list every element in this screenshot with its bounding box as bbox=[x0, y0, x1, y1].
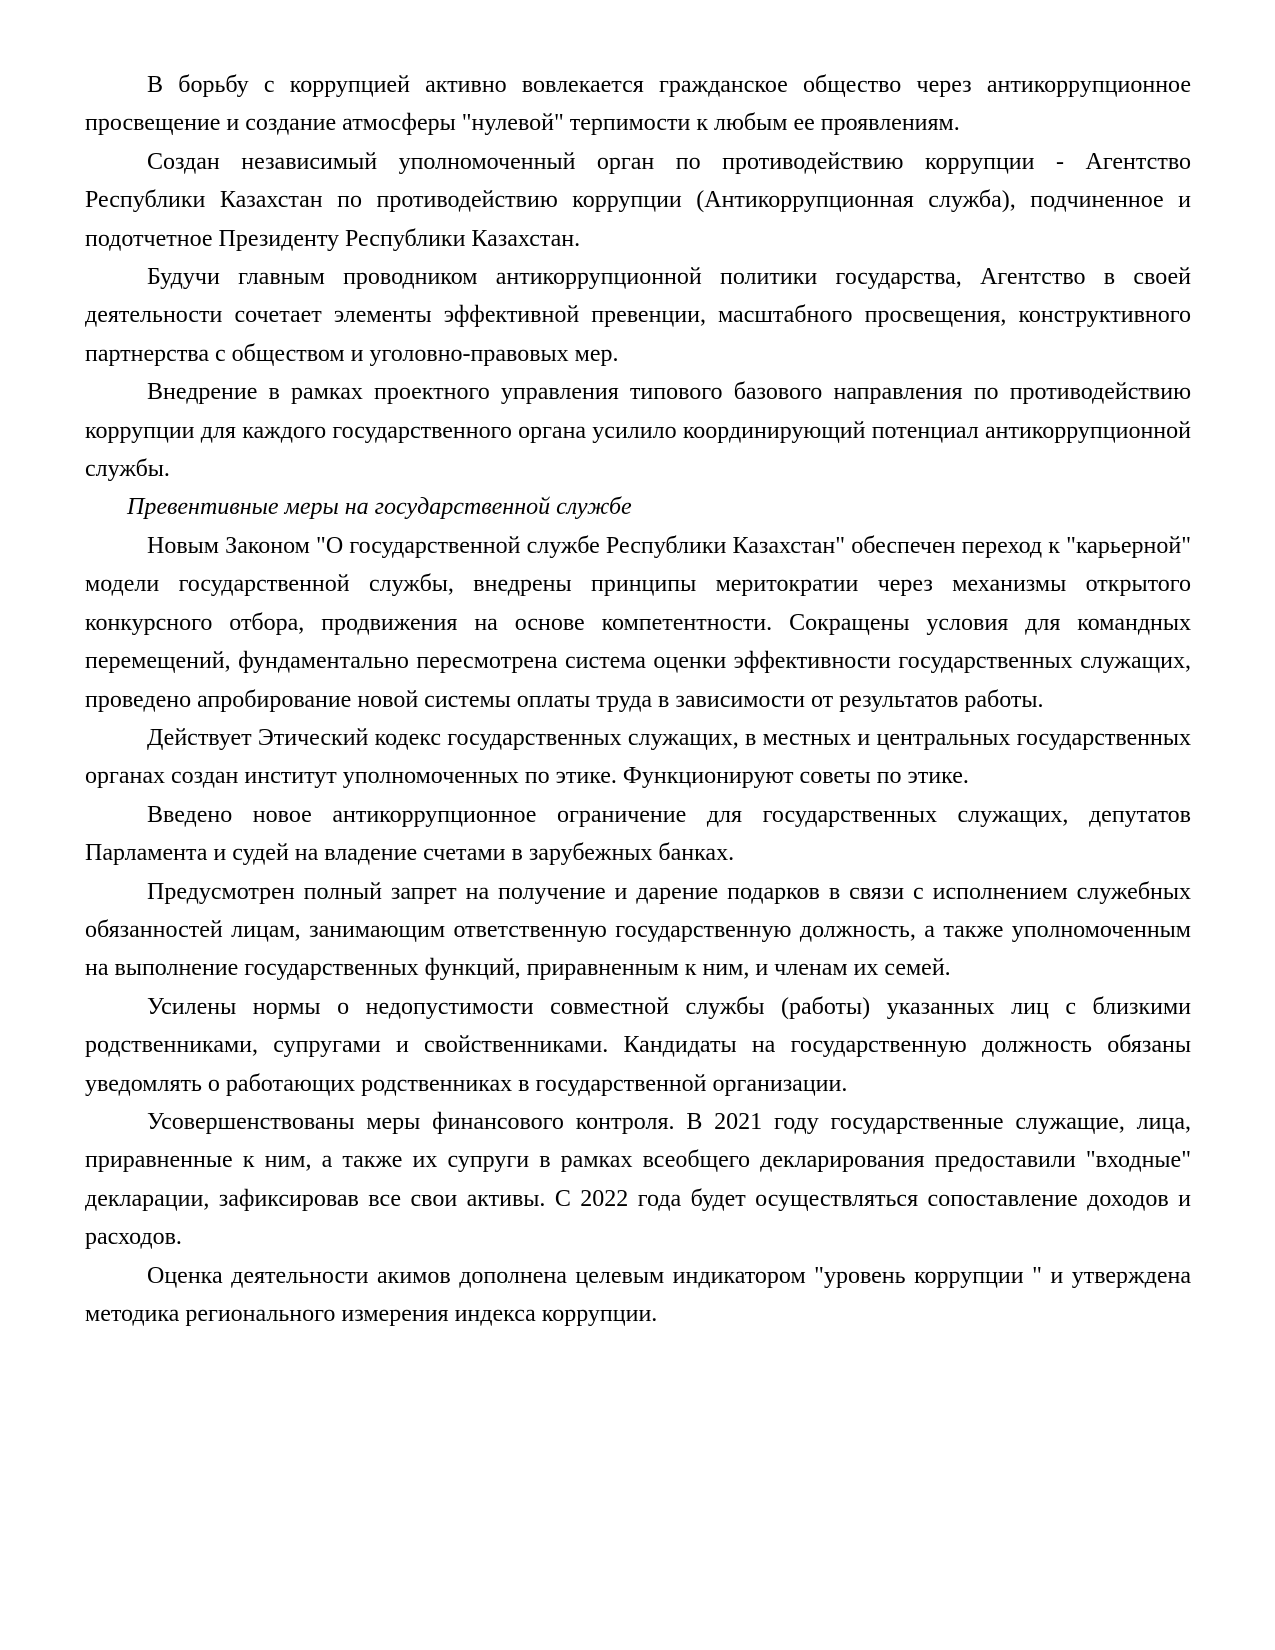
paragraph-gifts-ban: Предусмотрен полный запрет на получение и дарение подарков в связи с исполнением служебных обязанностей лицам, занимающим ответственную государственную должность, а также уполномоченным на выполнение государственных функций, приравненным к ним, и членам их семей. bbox=[85, 878, 1191, 982]
paragraph-project-management: Внедрение в рамках проектного управления типового базового направления по противодействию коррупции для каждого государственного органа усилило координирующий потенциал антикоррупционной службы. bbox=[85, 379, 1191, 483]
paragraph-ethics-code: Действует Этический кодекс государственных служащих, в местных и центральных государственных органах создан институт уполномоченных по этике. Функционируют советы по этике. bbox=[85, 724, 1191, 790]
section-heading-preventive-measures: Превентивные меры на государственной службе bbox=[127, 494, 632, 521]
paragraph-akim-evaluation: Оценка деятельности акимов дополнена целевым индикатором "уровень коррупции " и утверждена методика регионального измерения индекса коррупции. bbox=[85, 1262, 1191, 1327]
paragraph-civil-society: В борьбу с коррупцией активно вовлекается гражданское общество через антикоррупционное просвещение и создание атмосферы "нулевой" терпимости к любым ее проявлениям. bbox=[85, 72, 1191, 137]
paragraph-foreign-accounts-ban: Введено новое антикоррупционное ограничение для государственных служащих, депутатов Парламента и судей на владение счетами в зарубежных банках. bbox=[85, 801, 1191, 867]
paragraph-financial-control: Усовершенствованы меры финансового контроля. В 2021 году государственные служащие, лица, приравненные к ним, а также их супруги в рамках всеобщего декларирования предоставили "входные" декларации, зафиксировав все свои активы. С 2022 года будет осуществляться сопоставление доходов и расходов. bbox=[85, 1108, 1191, 1251]
paragraph-civil-service-law: Новым Законом "О государственной службе Республики Казахстан" обеспечен переход к "карьерной" модели государственной службы, внедрены принципы меритократии через механизмы открытого конкурсного отбора, продвижения на основе компетентности. Сокращены условия для командных перемещений, фундаментально пересмотрена система оценки эффективности государственных служащих, проведено апробирование новой системы оплаты труда в зависимости от результатов работы. bbox=[85, 532, 1191, 713]
paragraph-joint-service-rules: Усилены нормы о недопустимости совместной службы (работы) указанных лиц с близкими родственниками, супругами и свойственниками. Кандидаты на государственную должность обязаны уведомлять о работающих родственниках в государственной организации. bbox=[85, 993, 1191, 1097]
document-text-block bbox=[85, 66, 1191, 1333]
paragraph-agency-created: Создан независимый уполномоченный орган по противодействию коррупции - Агентство Республики Казахстан по противодействию коррупции (Антикоррупционная служба), подчиненное и подотчетное Президенту Республики Казахстан. bbox=[85, 148, 1191, 252]
paragraph-agency-role: Будучи главным проводником антикоррупционной политики государства, Агентство в своей деятельности сочетает элементы эффективной превенции, масштабного просвещения, конструктивного партнерства с обществом и уголовно-правовых мер. bbox=[85, 264, 1191, 367]
